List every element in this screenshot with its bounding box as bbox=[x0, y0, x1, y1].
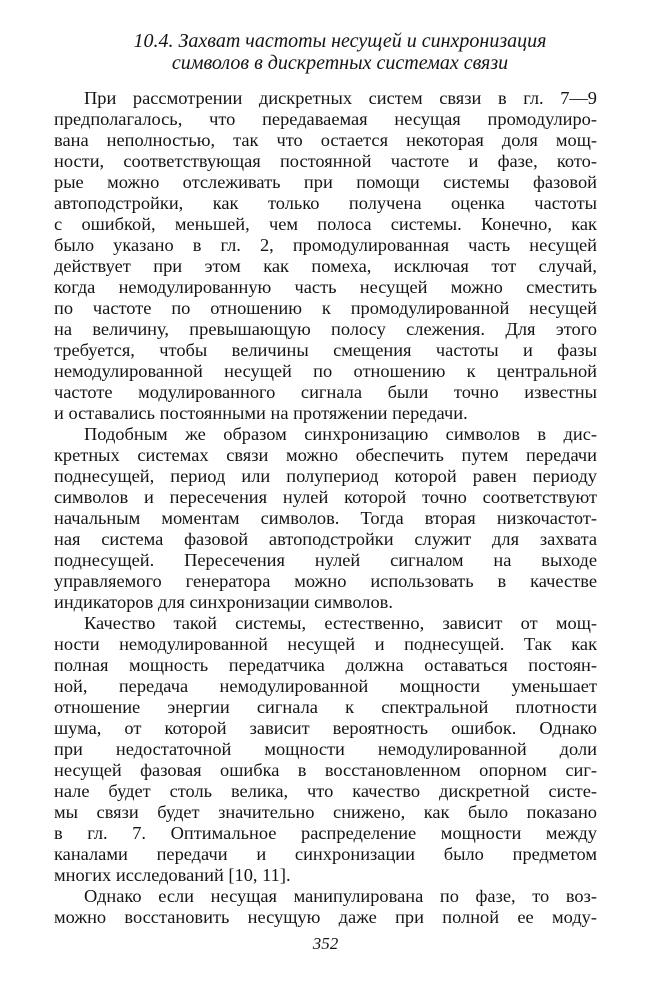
text-line: по частоте по отношению к промодулированной несущей bbox=[54, 298, 597, 318]
text-line: Подобным же образом синхронизацию символов в дис- bbox=[84, 424, 597, 444]
text-line: частоте модулированного сигнала были точно известны bbox=[54, 382, 597, 402]
text-line: Однако если несущая манипулирована по фазе, то воз- bbox=[84, 886, 597, 906]
text-line: шума, от которой зависит вероятность ошибок. Однако bbox=[54, 718, 597, 738]
section-heading-line-1: 10.4. Захват частоты несущей и синхронизация bbox=[133, 30, 547, 52]
text-line: с ошибкой, меньшей, чем полоса системы. Конечно, как bbox=[54, 214, 597, 234]
page-number: 352 bbox=[312, 934, 339, 953]
text-line: требуется, чтобы величины смещения частоты и фазы bbox=[54, 340, 597, 360]
text-line: рые можно отслеживать при помощи системы фазовой bbox=[54, 172, 597, 192]
text-line: вана неполностью, так что остается некоторая доля мощ- bbox=[54, 130, 597, 150]
text-line: полная мощность передатчика должна оставаться постоян- bbox=[54, 655, 597, 675]
text-line: было указано в гл. 2, промодулированная часть несущей bbox=[54, 235, 597, 255]
text-line: предполагалось, что передаваемая несущая промодулиро- bbox=[54, 109, 597, 129]
text-line: ной, передача немодулированной мощности уменьшает bbox=[54, 676, 597, 696]
text-line: нале будет столь велика, что качество дискретной систе- bbox=[54, 781, 597, 801]
text-line: и оставались постоянными на протяжении передачи. bbox=[54, 403, 468, 423]
text-line: в гл. 7. Оптимальное распределение мощности между bbox=[54, 823, 597, 843]
text-line: символов и пересечения нулей которой точно соответствуют bbox=[54, 487, 597, 507]
text-line: мы связи будет значительно снижено, как было показано bbox=[54, 802, 597, 822]
text-line: При рассмотрении дискретных систем связи в гл. 7—9 bbox=[84, 88, 597, 108]
text-line: можно восстановить несущую даже при полной ее моду- bbox=[54, 907, 597, 927]
text-line: при недостаточной мощности немодулированной доли bbox=[54, 739, 597, 759]
text-line: Качество такой системы, естественно, зависит от мощ- bbox=[84, 613, 597, 633]
text-line: действует при этом как помеха, исключая тот случай, bbox=[54, 256, 597, 276]
text-line: многих исследований [10, 11]. bbox=[54, 865, 291, 885]
text-line: кретных системах связи можно обеспечить путем передачи bbox=[54, 445, 597, 465]
text-line: немодулированной несущей по отношению к центральной bbox=[54, 361, 597, 381]
text-line: ности немодулированной несущей и поднесущей. Так как bbox=[54, 634, 597, 654]
text-line: отношение энергии сигнала к спектральной плотности bbox=[54, 697, 597, 717]
text-line: ная система фазовой автоподстройки служит для захвата bbox=[54, 529, 597, 549]
text-line: несущей фазовая ошибка в восстановленном опорном сиг- bbox=[54, 760, 597, 780]
text-line: когда немодулированную часть несущей можно сместить bbox=[54, 277, 597, 297]
section-heading bbox=[60, 30, 620, 74]
text-line: начальным моментам символов. Тогда вторая низкочастот- bbox=[54, 508, 597, 528]
text-line: управляемого генератора можно использовать в качестве bbox=[54, 571, 597, 591]
section-heading-line-2: символов в дискретных системах связи bbox=[171, 52, 509, 74]
text-line: ности, соответствующая постоянной частоте и фазе, кото- bbox=[54, 151, 597, 171]
text-line: поднесущей, период или полупериод которой равен периоду bbox=[54, 466, 597, 486]
text-line: каналами передачи и синхронизации было предметом bbox=[54, 844, 597, 864]
text-line: поднесущей. Пересечения нулей сигналом на выходе bbox=[54, 550, 597, 570]
text-line: на величину, превышающую полосу слежения. Для этого bbox=[54, 319, 597, 339]
text-line: автоподстройки, как только получена оценка частоты bbox=[54, 193, 597, 213]
text-line: индикаторов для синхронизации символов. bbox=[54, 592, 393, 612]
